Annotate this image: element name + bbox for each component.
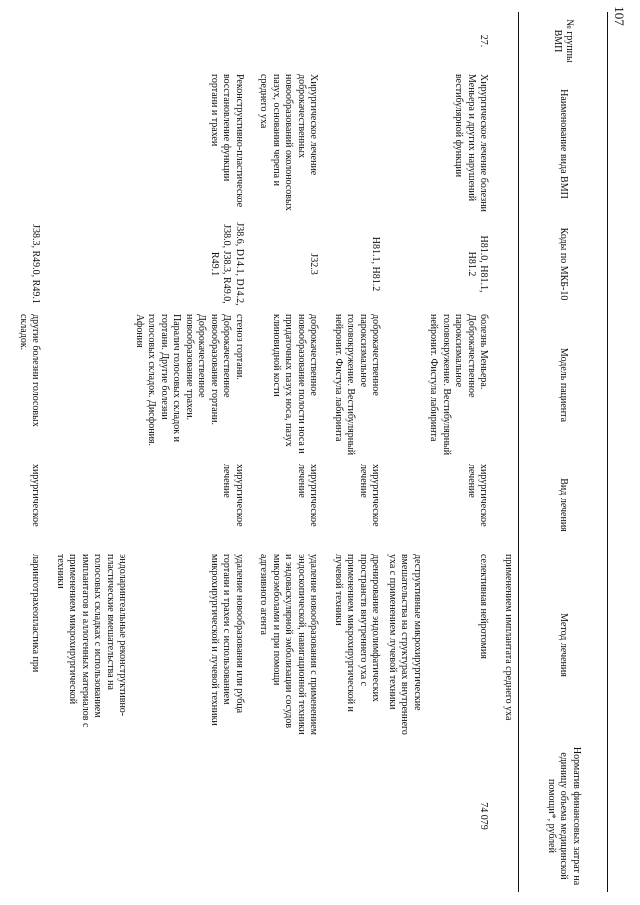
cell-model: болезнь Меньера. Доброкачественное пароксизмальное головокружение. Вестибулярный нейронит. Фистула лабиринта — [428, 314, 490, 456]
cell-method: применением имплантата среднего уха — [503, 554, 514, 721]
cell-name — [330, 70, 384, 218]
table-row — [330, 12, 384, 892]
cell-name — [52, 70, 131, 218]
cell-model — [500, 310, 519, 460]
cell-num: 27. — [478, 34, 490, 48]
vmp-table — [15, 12, 609, 892]
header-cost: Норматив финансовых затрат на единицу объема медицинской помощи*, рублей — [519, 740, 608, 892]
cell-model: доброкачественное пароксизмальное головокружение. Вестибулярный нейронит. Фистула лабиринта — [333, 314, 382, 456]
cell-method: ларинготрахеопластика при — [30, 554, 42, 673]
cell-kind: хирургическое лечение — [466, 464, 490, 527]
cell-model: другие болезни голосовых складок. — [18, 314, 42, 427]
table-row — [500, 12, 519, 892]
header-kind: Вид лечения — [519, 460, 608, 550]
cell-num — [131, 12, 256, 70]
cell-num — [255, 12, 330, 70]
cell-cost: 74 079 — [478, 802, 490, 830]
cell-num — [52, 12, 131, 70]
cell-num — [15, 12, 52, 70]
cell-cost — [384, 740, 426, 892]
header-codes: Коды по МКБ-10 — [519, 218, 608, 310]
cell-kind — [500, 460, 519, 550]
cell-method: эндоларингеальные реконструктивно-пластические вмешательства на голосовых складках с использованием имплантатов и аллогенных материалов с применением микрохирургической техники — [55, 554, 129, 728]
cell-kind: хирургическое лечение — [358, 464, 382, 527]
cell-kind — [384, 460, 426, 550]
cell-codes — [384, 218, 426, 310]
cell-cost — [500, 740, 519, 892]
cell-codes: H81.1, H81.2 — [370, 236, 382, 292]
cell-kind: хирургическое — [30, 464, 42, 527]
cell-name — [15, 70, 52, 218]
table-row — [131, 12, 256, 892]
cell-codes: J38.3, R49.0, R49.1 — [30, 224, 42, 304]
page-number: 107 — [611, 6, 627, 26]
cell-name: Хирургическое лечение болезни Меньера и других нарушений вестибулярной функции — [453, 74, 490, 212]
cell-num — [384, 12, 426, 70]
cell-model: стеноз гортани. Доброкачественное новообразование гортани. Доброкачественное новообразование трахеи. Паралич голосовых складок и гортани. Другие болезни голосовых складок. Дисфония. Афония — [134, 314, 245, 447]
cell-model — [52, 310, 131, 460]
table-row — [15, 12, 52, 892]
table-row — [255, 12, 330, 892]
header-name: Наименование вида ВМП — [519, 70, 608, 218]
cell-method: селективная нейротомия — [478, 554, 490, 659]
cell-codes — [52, 218, 131, 310]
table-row — [425, 12, 500, 892]
cell-kind: хирургическое лечение — [296, 464, 320, 527]
cell-name — [384, 70, 426, 218]
cell-kind: хирургическое лечение — [221, 464, 245, 527]
cell-model — [384, 310, 426, 460]
cell-cost — [52, 740, 131, 892]
table-row — [52, 12, 131, 892]
cell-name — [500, 70, 519, 218]
cell-name: Реконструктивно-пластическое восстановление функции гортани и трахеи — [209, 74, 245, 208]
cell-name: Хирургическое лечение доброкачественных новообразований околоносовых пазух, основания черепа и среднего уха — [258, 74, 320, 211]
cell-codes: J32.3 — [308, 253, 320, 275]
cell-codes: J38.6, D14.1, D14.2, J38.0, J38.3, R49.0, R49.1 — [209, 222, 245, 306]
header-model: Модель пациента — [519, 310, 608, 460]
table-row — [384, 12, 426, 892]
cell-cost — [131, 740, 256, 892]
cell-method: деструктивные микрохирургические вмешательства на структурах внутреннего уха с применением лучевой техники — [387, 554, 423, 735]
cell-model: доброкачественное новообразование полости носа и придаточных пазух носа, пазух клиновидной кости — [271, 314, 320, 454]
header-num: № группы ВМП — [519, 12, 608, 70]
cell-cost — [15, 740, 52, 892]
header-method: Метод лечения — [519, 550, 608, 740]
cell-codes: H81.0, H81.1, H81.2 — [466, 235, 490, 293]
header-row — [519, 12, 608, 892]
rotated-page — [18, 12, 608, 892]
cell-kind — [52, 460, 131, 550]
cell-method: удаление новообразования или рубца гортани и трахеи с использованием микрохирургической и лучевой техники — [209, 554, 245, 726]
cell-method: удаление новообразования с применением эндоскопической, навигационной техники и эндоваскулярной эмболизации сосудов микроэмболами и при помощи адгезивного агента — [258, 554, 320, 735]
cell-num — [500, 12, 519, 70]
cell-cost — [330, 740, 384, 892]
cell-method: дренирование эндолимфатических пространств внутреннего уха с применением микрохирургической и лучевой техники — [333, 554, 382, 712]
cell-num — [330, 12, 384, 70]
cell-cost — [255, 740, 330, 892]
cell-codes — [500, 218, 519, 310]
